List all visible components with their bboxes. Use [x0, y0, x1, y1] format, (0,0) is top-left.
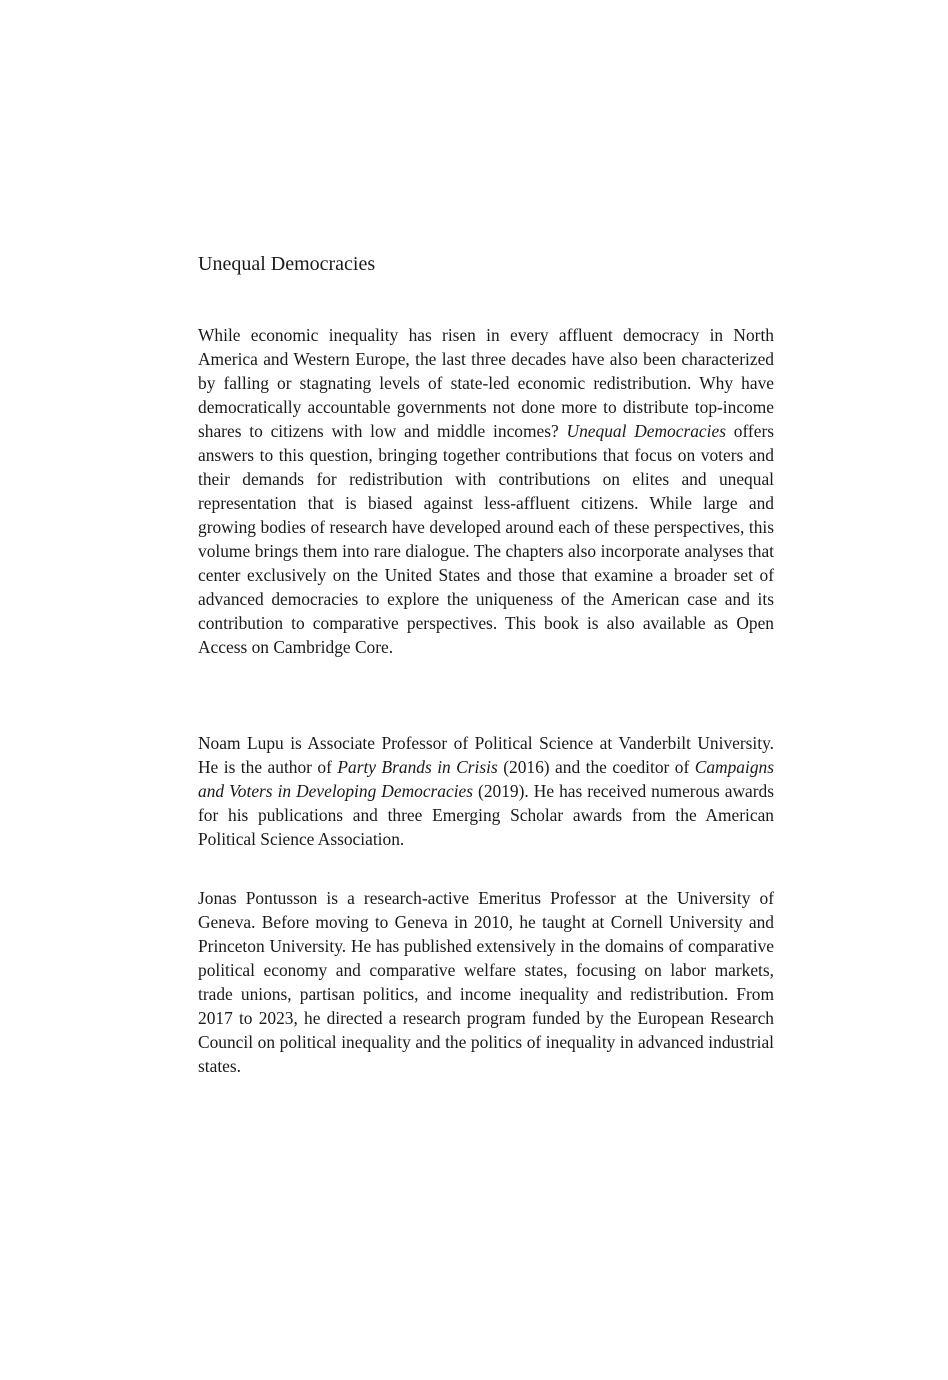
bio-lupu-text-1: Noam Lupu is Associate Professor of Political Science at Vanderbilt University. He is the author of — [198, 733, 774, 777]
blurb-text-2: offers answers to this question, bringing together contributions that focus on voters and their demands for redistribution with contributions on elites and unequal representation that is biased against less-affluent citizens. While large and growing bodies of research have developed around each of these perspectives, this volume brings them into rare dialogue. The chapters also incorporate analyses that center exclusively on the United States and those that examine a broader set of advanced democracies to explore the uniqueness of the American case and its contribution to comparative perspectives. This book is also available as Open Access on Cambridge Core. — [198, 421, 775, 657]
blurb-book-title: Unequal Democracies — [566, 421, 726, 441]
book-blurb — [198, 323, 774, 659]
bio-lupu-text-3: (2019). He has received numerous awards for his publications and three Emerging Scholar awards from the American Political Science Association. — [198, 781, 775, 849]
bio-lupu-text-2: (2016) and the coeditor of — [497, 757, 695, 777]
blurb-text-1: While economic inequality has risen in every affluent democracy in North America and Western Europe, the last three decades have also been characterized by falling or stagnating levels of state-led economic redistribution. Why have democratically accountable governments not done more to distribute top-income shares to citizens with low and middle incomes? — [198, 325, 774, 441]
author-bio-pontusson: Jonas Pontusson is a research-active Emeritus Professor at the University of Geneva. Before moving to Geneva in 2010, he taught at Cornell University and Princeton University. He has published extensively in the domains of comparative political economy and comparative welfare states, focusing on labor markets, trade unions, partisan politics, and income inequality and redistribution. From 2017 to 2023, he directed a research program funded by the European Research Council on political inequality and the politics of inequality in advanced industrial states. — [198, 888, 774, 1076]
bio-lupu-book-2: Campaigns and Voters in Developing Democracies — [198, 757, 774, 801]
author-bio-lupu — [198, 731, 774, 851]
bio-lupu-book-1: Party Brands in Crisis — [337, 757, 498, 777]
page-title: Unequal Democracies — [198, 253, 376, 275]
